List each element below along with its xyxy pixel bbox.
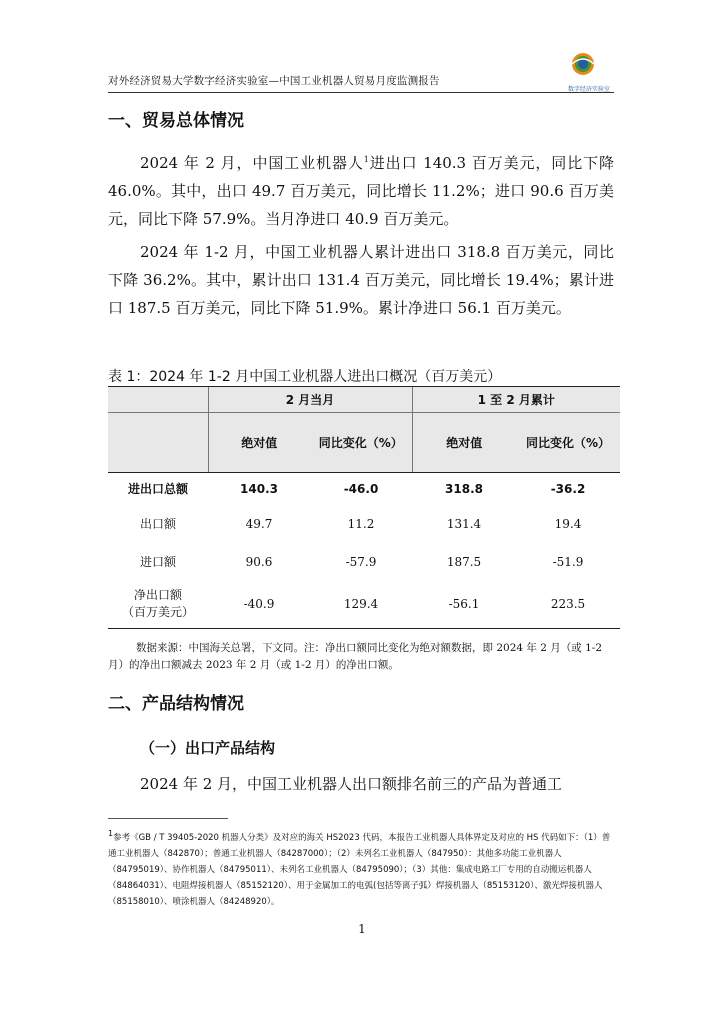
cell-net-abs-cum: -56.1: [412, 581, 516, 629]
row-label-export: 出口额: [139, 517, 176, 531]
cell-import-abs-cum: 187.5: [446, 554, 482, 569]
table-corner: [108, 387, 208, 413]
table-group-header-row: [108, 387, 620, 413]
cell-import-abs-month: 90.6: [245, 554, 273, 569]
cell-export-yoy-month: 11.2: [347, 516, 375, 531]
cell-total-yoy-month: -46.0: [343, 481, 379, 496]
footnote-divider: [108, 818, 228, 819]
row-label-net: [108, 581, 208, 629]
cell-import-yoy-month: -57.9: [345, 554, 377, 569]
section1-para2: 2024 年 1-2 月，中国工业机器人累计进出口 318.8 百万美元，同比下降 36.2%。其中，累计出口 131.4 百万美元，同比增长 19.4%；累计进口 187.5 百万美元，同比下降 51.9%。累计净进口 56.1 百万美元。: [108, 243, 614, 317]
cell-total-yoy-cum: -36.2: [550, 481, 586, 496]
cell-export-yoy-cum: 19.4: [554, 516, 582, 531]
footnote-ref: 1: [363, 155, 369, 164]
footnote: [108, 826, 618, 910]
col-header-yoy-month: 同比变化（%）: [310, 413, 412, 473]
cell-net-yoy-cum: 223.5: [516, 581, 620, 629]
cell-net-yoy-month: 129.4: [310, 581, 412, 629]
col-header-abs-cumulative: 绝对值: [412, 413, 516, 473]
table-row: [108, 543, 620, 581]
cell-import-yoy-cum: -51.9: [552, 554, 584, 569]
section2-subheading: （一）出口产品结构: [140, 739, 276, 757]
header-title: 对外经济贸易大学数字经济实验室—中国工业机器人贸易月度监测报告: [108, 75, 440, 87]
cell-export-abs-month: 49.7: [245, 516, 273, 531]
page-header: [108, 58, 614, 93]
table-row: [108, 505, 620, 543]
cell-net-abs-month: -40.9: [208, 581, 310, 629]
table-row: [108, 581, 620, 629]
page-number: 1: [358, 922, 366, 936]
logo-caption: 数字经济实验室: [567, 86, 610, 93]
table-corner-lower: [108, 413, 208, 473]
section2-para1: 2024 年 2 月，中国工业机器人出口额排名前三的产品为普通工: [140, 775, 563, 793]
table-column-header-row: [108, 413, 620, 473]
group-header-cumulative: 1 至 2 月累计: [412, 387, 620, 413]
footnote-marker: 1: [108, 829, 114, 838]
trade-summary-table: [108, 386, 620, 629]
cell-total-abs-month: 140.3: [240, 481, 278, 496]
section1-para1: [108, 146, 614, 233]
row-label-net-unit: （百万美元）: [121, 605, 194, 620]
footnote-text: 参考《GB / T 39405-2020 机器人分类》及对应的海关 HS2023 代码，本报告工业机器人具体界定及对应的 HS 代码如下：（1）普通工业机器人（842870）；普通工业机器人（84287000）；（2）未列名工业机器人（847950）：其他多功能工业机器人（84795019）、协作机器人（84795011）、未列名工业机器人（84795090）；（3）其他：集成电路工厂专用的自动搬运机器人（84864031）、电阻焊接机器人（85152120）、用于金属加工的电弧(包括等离子弧）焊接机器人（85153120）、激光焊接机器人（85158010）、喷涂机器人（84248920）。: [108, 832, 611, 907]
col-header-abs-month: 绝对值: [208, 413, 310, 473]
para1-part-a: 2024 年 2 月，中国工业机器人: [140, 154, 364, 172]
cell-total-abs-cum: 318.8: [445, 481, 483, 496]
section1-heading: 一、贸易总体情况: [108, 111, 244, 131]
cell-export-abs-cum: 131.4: [446, 516, 482, 531]
col-header-yoy-cumulative: 同比变化（%）: [516, 413, 620, 473]
row-label-total: 进出口总额: [127, 482, 188, 497]
table-note: 数据来源：中国海关总署，下文同。注：净出口额同比变化为绝对额数据，即 2024 年 2 月（或 1-2 月）的净出口额减去 2023 年 2 月（或 1-2 月）的净出口额。: [108, 642, 602, 671]
table-row: [108, 473, 620, 505]
table-caption: 表 1：2024 年 1-2 月中国工业机器人进出口概况（百万美元）: [108, 369, 502, 385]
row-label-net-main: 净出口额: [133, 588, 182, 603]
para1-part-b: 进出口 140.3 百万美元，同比下降 46.0%。其中，出口 49.7 百万美元，同比增长 11.2%；进口 90.6 百万美元，同比下降 57.9%。当月净进口 40.9 百万美元。: [108, 154, 615, 228]
section2-heading: 二、产品结构情况: [108, 694, 244, 714]
row-label-import: 进口额: [139, 555, 176, 569]
group-header-month: 2 月当月: [208, 387, 412, 413]
